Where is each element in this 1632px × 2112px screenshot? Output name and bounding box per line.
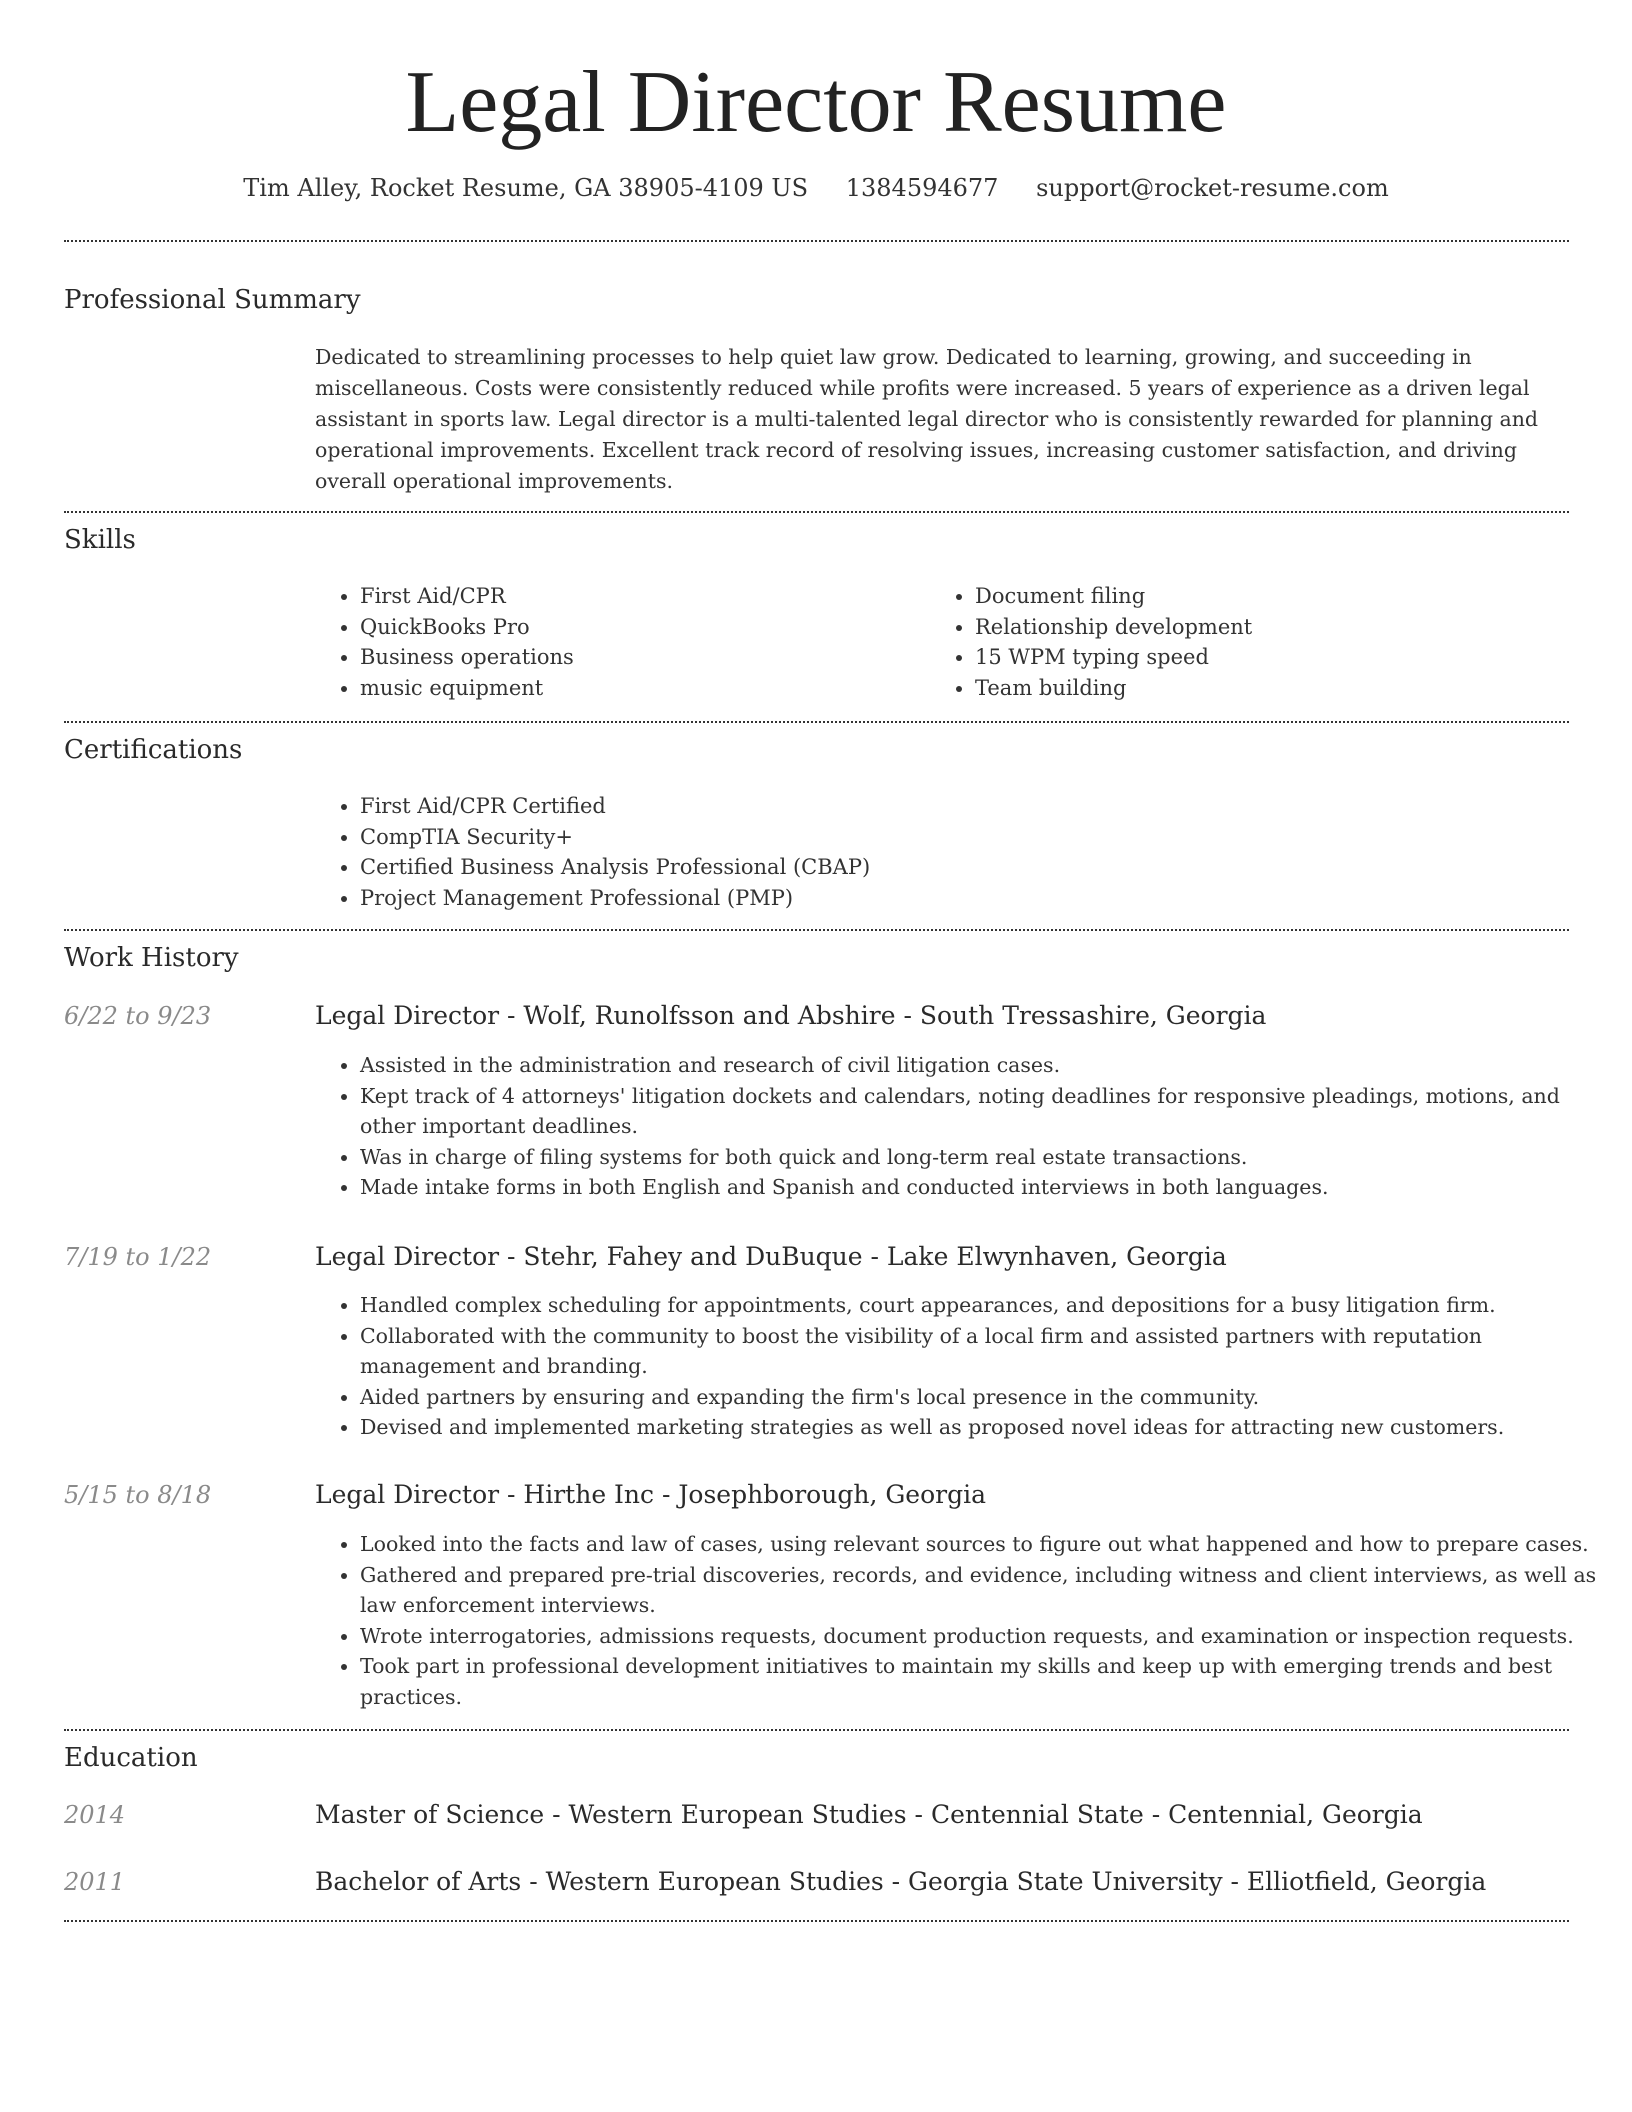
section-title-work-history: Work History xyxy=(64,943,239,973)
list-item: • Project Management Professional (PMP) xyxy=(360,883,1560,914)
divider xyxy=(64,1920,1569,1922)
job-bullets xyxy=(315,1050,1610,1203)
contact-line xyxy=(0,170,1632,206)
job-dates: 5/15 to 8/18 xyxy=(64,1481,212,1509)
education-degree: Bachelor of Arts - Western European Studies - Georgia State University - Elliotfield, Georgia xyxy=(315,1867,1487,1896)
list-item: • Certified Business Analysis Professional (CBAP) xyxy=(360,852,1560,883)
list-item: • QuickBooks Pro xyxy=(360,612,920,643)
list-item: • Kept track of 4 attorneys' litigation dockets and calendars, noting deadlines for responsive pleadings, motions, and other important deadlines. xyxy=(360,1081,1610,1142)
skills-list-left xyxy=(315,581,920,703)
job-dates: 6/22 to 9/23 xyxy=(64,1002,212,1030)
education-year: 2011 xyxy=(64,1868,126,1896)
list-item: • Assisted in the administration and research of civil litigation cases. xyxy=(360,1050,1610,1081)
job-bullets xyxy=(315,1290,1610,1443)
list-item: • Team building xyxy=(975,673,1575,704)
page-title: Legal Director Resume xyxy=(405,54,1227,151)
list-item: • Gathered and prepared pre-trial discoveries, records, and evidence, including witness and client interviews, as well as law enforcement interviews. xyxy=(360,1560,1610,1621)
list-item: • First Aid/CPR xyxy=(360,581,920,612)
list-item: • Devised and implemented marketing strategies as well as proposed novel ideas for attracting new customers. xyxy=(360,1412,1610,1443)
certifications-list xyxy=(315,791,1560,913)
divider xyxy=(64,929,1569,931)
list-item: • Looked into the facts and law of cases, using relevant sources to figure out what happened and how to prepare cases. xyxy=(360,1529,1610,1560)
list-item: • Document filing xyxy=(975,581,1575,612)
contact-address: Tim Alley, Rocket Resume, GA 38905-4109 US xyxy=(243,174,809,202)
contact-email: support@rocket-resume.com xyxy=(1036,174,1389,202)
list-item: • Took part in professional development initiatives to maintain my skills and keep up with emerging trends and best practices. xyxy=(360,1651,1610,1712)
list-item: • Relationship development xyxy=(975,612,1575,643)
list-item: • Made intake forms in both English and Spanish and conducted interviews in both languages. xyxy=(360,1172,1610,1203)
divider xyxy=(64,240,1569,242)
list-item: • Was in charge of filing systems for both quick and long-term real estate transactions. xyxy=(360,1142,1610,1173)
list-item: • Wrote interrogatories, admissions requests, document production requests, and examination or inspection requests. xyxy=(360,1621,1610,1652)
list-item: • 15 WPM typing speed xyxy=(975,642,1575,673)
section-title-certifications: Certifications xyxy=(64,735,243,765)
list-item: • Business operations xyxy=(360,642,920,673)
section-title-skills: Skills xyxy=(64,525,136,555)
summary-text: Dedicated to streamlining processes to help quiet law grow. Dedicated to learning, growing, and succeeding in miscellaneous. Costs were consistently reduced while profits were increased. 5 years of experience as a driven legal assistant in sports law. Legal director is a multi-talented legal director who is consistently rewarded for planning and operational improvements. Excellent track record of resolving issues, increasing customer satisfaction, and driving overall operational improvements. xyxy=(315,345,1539,493)
list-item: • CompTIA Security+ xyxy=(360,822,1560,853)
job-title: Legal Director - Stehr, Fahey and DuBuque - Lake Elwynhaven, Georgia xyxy=(315,1242,1227,1271)
contact-phone: 1384594677 xyxy=(845,174,999,202)
list-item: • Collaborated with the community to boost the visibility of a local firm and assisted partners with reputation management and branding. xyxy=(360,1321,1610,1382)
job-bullets xyxy=(315,1529,1610,1712)
list-item: • First Aid/CPR Certified xyxy=(360,791,1560,822)
list-item: • Handled complex scheduling for appointments, court appearances, and depositions for a busy litigation firm. xyxy=(360,1290,1610,1321)
education-year: 2014 xyxy=(64,1801,126,1829)
list-item: • music equipment xyxy=(360,673,920,704)
section-title-summary: Professional Summary xyxy=(64,285,361,315)
job-title: Legal Director - Hirthe Inc - Josephborough, Georgia xyxy=(315,1480,987,1509)
divider xyxy=(64,721,1569,723)
section-title-education: Education xyxy=(64,1743,198,1773)
job-title: Legal Director - Wolf, Runolfsson and Abshire - South Tressashire, Georgia xyxy=(315,1001,1267,1030)
divider xyxy=(64,511,1569,513)
list-item: • Aided partners by ensuring and expanding the firm's local presence in the community. xyxy=(360,1382,1610,1413)
skills-list-right xyxy=(930,581,1575,703)
divider xyxy=(64,1729,1569,1731)
education-degree: Master of Science - Western European Studies - Centennial State - Centennial, Georgia xyxy=(315,1800,1423,1829)
job-dates: 7/19 to 1/22 xyxy=(64,1243,212,1271)
